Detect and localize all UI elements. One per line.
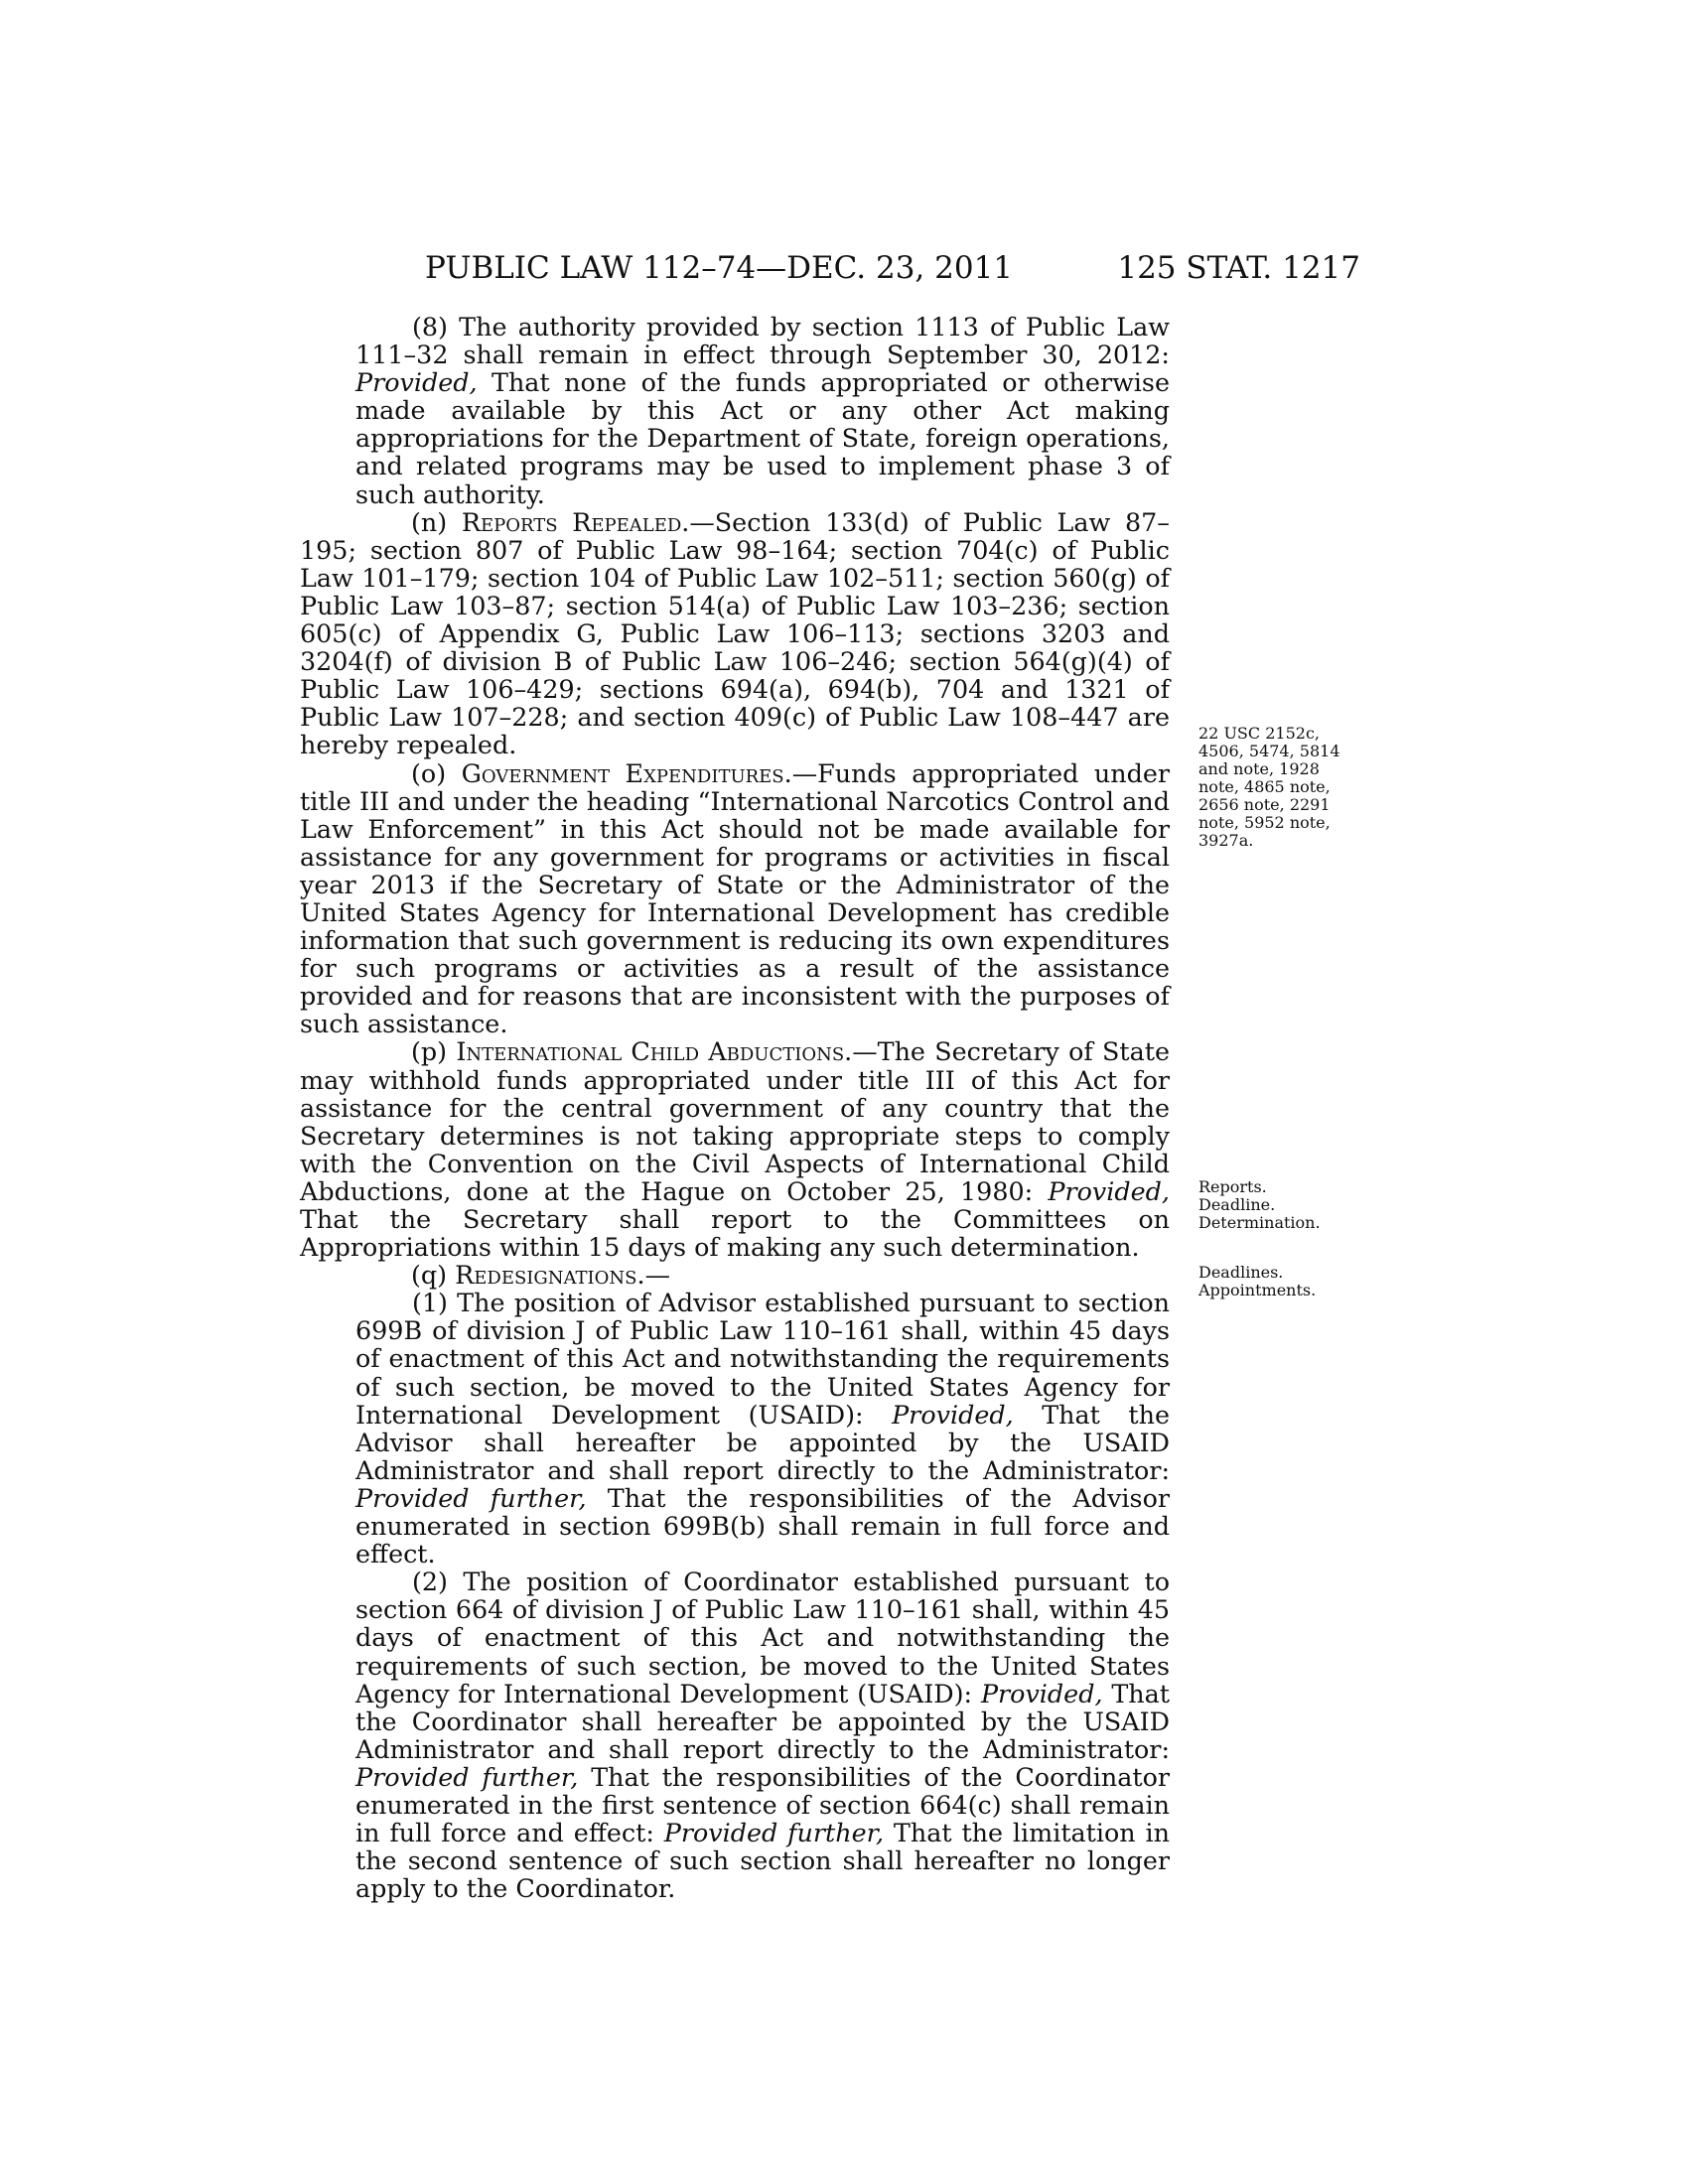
document-body xyxy=(300,313,1170,1902)
margin-note-usc: 22 USC 2152c, 4506, 5474, 5814 and note, 1928 note, 4865 note, 2656 note, 2291 note, 5952 note, 3927a. xyxy=(1198,724,1340,850)
section-p: (p) International Child Abductions.—The Secretary of State may withhold funds appropriated under title III of this Act for assistance for the central government of any country that the Secretary determines is not taking appropriate steps to comply with the Convention on the Civil Aspects of International Child Abductions, done at the Hague on October 25, 1980: Provided, That the Secretary shall report to the Committees on Appropriations within 15 days of making any such determination. xyxy=(300,1036,1170,1263)
law-title: PUBLIC LAW 112–74—DEC. 23, 2011 xyxy=(425,250,1014,286)
section-heading: Reports Repealed. xyxy=(461,506,690,537)
section-heading: Redesignations. xyxy=(455,1260,645,1291)
paragraph-q2: (2) The position of Coordinator established pursuant to section 664 of division J of Public Law 110–161 shall, within 45 days of enactment of this Act and notwithstanding the requirements of such section, be moved to the United States Agency for International Development (USAID): Provided, That the Coordinator shall hereafter be appointed by the USAID Administrator and shall report directly to the Administrator: Provided further, That the responsibilities of the Coordinator enumerated in the first sentence of section 664(c) shall remain in full force and effect: Provided further, That the limitation in the second sentence of such section shall hereafter no longer apply to the Coordinator. xyxy=(355,1567,1171,1904)
section-o: (o) Government Expenditures.—Funds appropriated under title III and under the heading “International Narcotics Control and Law Enforcement” in this Act should not be made available for assistance for any government for programs or activities in fiscal year 2013 if the Secretary of State or the Administrator of the United States Agency for International Development has credible information that such government is reducing its own expenditures for such programs or activities as a result of the assistance provided and for reasons that are inconsistent with the purposes of such assistance. xyxy=(300,757,1170,1039)
section-n: (n) Reports Repealed.—Section 133(d) of Public Law 87–195; section 807 of Public Law 98–164; section 704(c) of Public Law 101–179; section 104 of Public Law 102–511; section 560(g) of Public Law 103–87; section 514(a) of Public Law 103–236; section 605(c) of Appendix G, Public Law 106–113; sections 3203 and 3204(f) of division B of Public Law 106–246; section 564(g)(4) of Public Law 106–429; sections 694(a), 694(b), 704 and 1321 of Public Law 107–228; and section 409(c) of Public Law 108–447 are hereby repealed. xyxy=(300,506,1170,760)
paragraph-8: (8) The authority provided by section 1113 of Public Law 111–32 shall remain in effect through September 30, 2012: Provided, That none of the funds appropriated or otherwise made available by this Act or any other Act making appropriations for the Department of State, foreign operations, and related programs may be used to implement phase 3 of such authority. xyxy=(355,312,1170,509)
margin-note-reports: Reports. Deadline. Determination. xyxy=(1198,1177,1321,1232)
paragraph-q1: (1) The position of Advisor established pursuant to section 699B of division J of Public Law 110–161 shall, within 45 days of enactment of this Act and notwithstanding the requirements of such section, be moved to the United States Agency for International Development (USAID): Provided, That the Advisor shall hereafter be appointed by the USAID Administrator and shall report directly to the Administrator: Provided further, That the responsibilities of the Advisor enumerated in section 699B(b) shall remain in full force and effect. xyxy=(355,1288,1170,1570)
page-number: 125 STAT. 1217 xyxy=(1117,250,1360,286)
section-q: (q) Redesignations.— xyxy=(411,1260,670,1291)
section-heading: International Child Abductions. xyxy=(456,1036,853,1067)
margin-note-deadlines: Deadlines. Appointments. xyxy=(1198,1263,1317,1299)
running-header xyxy=(425,250,1360,290)
section-heading: Government Expenditures. xyxy=(461,757,792,788)
